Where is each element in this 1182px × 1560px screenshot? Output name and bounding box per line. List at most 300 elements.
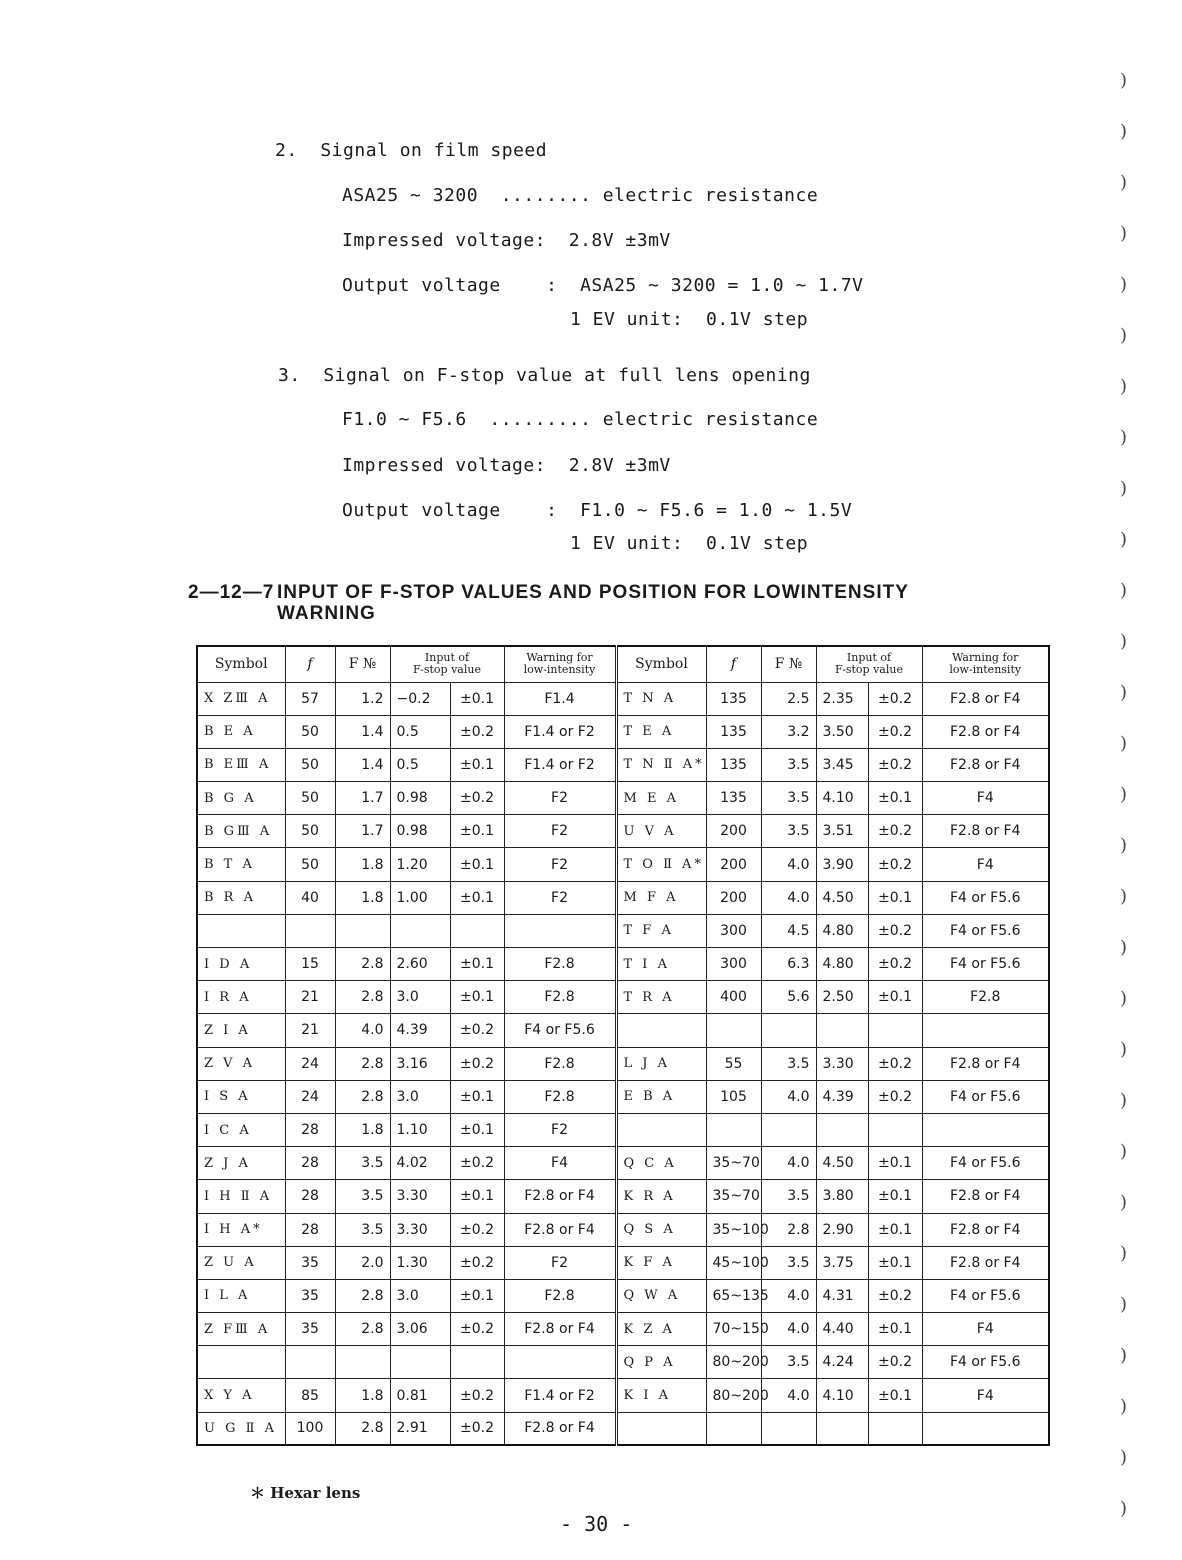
input-value-cell: 3.0	[390, 1080, 450, 1113]
symbol-cell: I R A	[197, 981, 285, 1014]
symbol-cell: Q W A	[616, 1279, 706, 1312]
input-tolerance-cell	[868, 1014, 922, 1047]
input-value-cell: 4.02	[390, 1147, 450, 1180]
f-number-cell: 4.0	[761, 881, 816, 914]
input-tolerance-cell	[450, 914, 504, 947]
f-number-cell: 3.5	[335, 1147, 390, 1180]
symbol-cell: B R A	[197, 881, 285, 914]
header-warning: Warning for low-intensity	[504, 646, 616, 682]
table-row	[197, 1113, 1049, 1146]
f-number-cell: 4.0	[761, 1313, 816, 1346]
input-tolerance-cell: ±0.1	[868, 1379, 922, 1412]
margin-mark: )	[1120, 631, 1128, 652]
input-tolerance-cell: ±0.2	[868, 715, 922, 748]
input-value-cell: 3.0	[390, 981, 450, 1014]
table-row	[197, 1246, 1049, 1279]
f-number-cell: 3.2	[761, 715, 816, 748]
f-number-cell: 5.6	[761, 981, 816, 1014]
table-row	[197, 1180, 1049, 1213]
input-tolerance-cell: ±0.2	[868, 682, 922, 715]
section-2-line-4: 1 EV unit: 0.1V step	[570, 309, 809, 330]
f-number-cell: 2.8	[335, 1412, 390, 1445]
input-value-cell: 4.80	[816, 948, 868, 981]
table-row	[197, 1346, 1049, 1379]
warning-cell: F2.8 or F4	[922, 1047, 1049, 1080]
input-tolerance-cell: ±0.2	[868, 848, 922, 881]
focal-length-cell: 50	[285, 748, 335, 781]
input-tolerance-cell	[868, 1113, 922, 1146]
symbol-cell	[616, 1412, 706, 1445]
input-value-cell: 3.50	[816, 715, 868, 748]
focal-length-cell	[706, 1014, 761, 1047]
input-tolerance-cell: ±0.2	[868, 914, 922, 947]
input-tolerance-cell: ±0.2	[868, 948, 922, 981]
footnote: ＊ Hexar lens	[250, 1484, 361, 1502]
table-row	[197, 1147, 1049, 1180]
f-number-cell: 2.8	[335, 948, 390, 981]
warning-cell: F4 or F5.6	[922, 1346, 1049, 1379]
symbol-cell: M E A	[616, 782, 706, 815]
margin-mark: )	[1120, 733, 1128, 754]
input-value-cell: 3.90	[816, 848, 868, 881]
input-value-cell: 4.80	[816, 914, 868, 947]
focal-length-cell	[285, 1346, 335, 1379]
focal-length-cell	[285, 914, 335, 947]
symbol-cell: K Z A	[616, 1313, 706, 1346]
margin-mark: )	[1120, 1141, 1128, 1162]
input-value-cell: 4.24	[816, 1346, 868, 1379]
section-2-line-2: Impressed voltage: 2.8V ±3mV	[342, 230, 671, 251]
table-row	[197, 815, 1049, 848]
focal-length-cell: 24	[285, 1047, 335, 1080]
warning-cell: F4 or F5.6	[504, 1014, 616, 1047]
input-tolerance-cell: ±0.1	[450, 1279, 504, 1312]
f-number-cell	[335, 1346, 390, 1379]
input-value-cell: 1.30	[390, 1246, 450, 1279]
f-number-cell: 4.0	[761, 848, 816, 881]
margin-mark: )	[1120, 1447, 1128, 1468]
focal-length-cell: 80~200	[706, 1346, 761, 1379]
symbol-cell: I C A	[197, 1113, 285, 1146]
f-number-cell: 1.2	[335, 682, 390, 715]
warning-cell: F4	[922, 1313, 1049, 1346]
symbol-cell: T O Ⅱ A*	[616, 848, 706, 881]
f-number-cell	[761, 1412, 816, 1445]
focal-length-cell: 50	[285, 815, 335, 848]
focal-length-cell: 70~150	[706, 1313, 761, 1346]
input-tolerance-cell: ±0.1	[450, 981, 504, 1014]
input-value-cell	[816, 1014, 868, 1047]
warning-cell: F4 or F5.6	[922, 948, 1049, 981]
warning-cell: F4 or F5.6	[922, 1147, 1049, 1180]
table-row	[197, 848, 1049, 881]
input-value-cell: 3.30	[816, 1047, 868, 1080]
table-row	[197, 1080, 1049, 1113]
focal-length-cell: 28	[285, 1147, 335, 1180]
f-number-cell: 2.8	[335, 1279, 390, 1312]
f-number-cell: 1.7	[335, 815, 390, 848]
input-tolerance-cell: ±0.2	[868, 748, 922, 781]
margin-mark: )	[1120, 529, 1128, 550]
margin-mark: )	[1120, 937, 1128, 958]
input-tolerance-cell: ±0.1	[450, 848, 504, 881]
symbol-cell	[197, 1346, 285, 1379]
input-value-cell	[390, 914, 450, 947]
margin-mark: )	[1120, 682, 1128, 703]
symbol-cell: E B A	[616, 1080, 706, 1113]
f-number-cell: 4.0	[761, 1279, 816, 1312]
focal-length-cell: 135	[706, 782, 761, 815]
margin-mark: )	[1120, 580, 1128, 601]
warning-cell: F1.4 or F2	[504, 1379, 616, 1412]
input-value-cell: 4.39	[816, 1080, 868, 1113]
margin-mark: )	[1120, 427, 1128, 448]
input-tolerance-cell: ±0.1	[868, 981, 922, 1014]
table-row	[197, 881, 1049, 914]
warning-cell: F1.4 or F2	[504, 715, 616, 748]
warning-cell	[922, 1014, 1049, 1047]
table-row	[197, 1014, 1049, 1047]
f-number-cell: 2.8	[335, 1047, 390, 1080]
focal-length-cell: 300	[706, 948, 761, 981]
warning-cell: F2.8 or F4	[922, 1213, 1049, 1246]
input-tolerance-cell: ±0.1	[868, 782, 922, 815]
margin-mark: )	[1120, 121, 1128, 142]
input-value-cell: 3.0	[390, 1279, 450, 1312]
input-value-cell	[816, 1412, 868, 1445]
table-row	[197, 682, 1049, 715]
table-row	[197, 981, 1049, 1014]
input-value-cell: 0.5	[390, 715, 450, 748]
f-number-cell: 2.8	[335, 981, 390, 1014]
margin-mark: )	[1120, 988, 1128, 1009]
input-tolerance-cell: ±0.2	[450, 1047, 504, 1080]
symbol-cell: Z I A	[197, 1014, 285, 1047]
section-number: 2—12—7	[188, 582, 275, 603]
input-tolerance-cell: ±0.2	[868, 815, 922, 848]
margin-mark: )	[1120, 1345, 1128, 1366]
focal-length-cell: 21	[285, 981, 335, 1014]
focal-length-cell	[706, 1113, 761, 1146]
input-value-cell	[816, 1113, 868, 1146]
focal-length-cell: 45~100	[706, 1246, 761, 1279]
symbol-cell: T N Ⅱ A*	[616, 748, 706, 781]
warning-cell: F1.4 or F2	[504, 748, 616, 781]
lens-specification-table	[196, 645, 1050, 1446]
f-number-cell: 1.8	[335, 848, 390, 881]
symbol-cell: T E A	[616, 715, 706, 748]
header-f-number-2: F №	[761, 646, 816, 682]
warning-cell: F2.8 or F4	[922, 815, 1049, 848]
f-number-cell: 1.4	[335, 748, 390, 781]
f-number-cell: 3.5	[335, 1213, 390, 1246]
margin-mark: )	[1120, 886, 1128, 907]
input-value-cell: −0.2	[390, 682, 450, 715]
warning-cell: F2	[504, 782, 616, 815]
warning-cell: F2.8 or F4	[922, 715, 1049, 748]
margin-mark: )	[1120, 1192, 1128, 1213]
f-number-cell: 4.0	[761, 1379, 816, 1412]
warning-cell: F2.8	[504, 981, 616, 1014]
header-symbol: Symbol	[197, 646, 285, 682]
f-number-cell: 3.5	[761, 1246, 816, 1279]
f-number-cell: 2.5	[761, 682, 816, 715]
focal-length-cell: 35	[285, 1246, 335, 1279]
input-tolerance-cell: ±0.1	[868, 1313, 922, 1346]
margin-mark: )	[1120, 70, 1128, 91]
focal-length-cell: 28	[285, 1213, 335, 1246]
f-number-cell: 6.3	[761, 948, 816, 981]
warning-cell: F2	[504, 881, 616, 914]
input-tolerance-cell: ±0.1	[868, 1147, 922, 1180]
input-value-cell: 1.10	[390, 1113, 450, 1146]
warning-cell: F2	[504, 815, 616, 848]
focal-length-cell: 100	[285, 1412, 335, 1445]
margin-mark: )	[1120, 784, 1128, 805]
table-row	[197, 1213, 1049, 1246]
input-value-cell: 3.51	[816, 815, 868, 848]
focal-length-cell: 135	[706, 715, 761, 748]
table-row	[197, 1279, 1049, 1312]
input-value-cell: 3.16	[390, 1047, 450, 1080]
section-3-line-3: Output voltage : F1.0 ~ F5.6 = 1.0 ~ 1.5V	[342, 500, 853, 521]
warning-cell: F2.8	[504, 1080, 616, 1113]
section-3-line-2: Impressed voltage: 2.8V ±3mV	[342, 455, 671, 476]
symbol-cell: I H Ⅱ A	[197, 1180, 285, 1213]
symbol-cell	[197, 914, 285, 947]
page-number: - 30 -	[560, 1512, 633, 1536]
symbol-cell: X Y A	[197, 1379, 285, 1412]
symbol-cell: Z U A	[197, 1246, 285, 1279]
warning-cell: F1.4	[504, 682, 616, 715]
margin-mark: )	[1120, 223, 1128, 244]
header-focal-length: f	[285, 646, 335, 682]
symbol-cell: T R A	[616, 981, 706, 1014]
warning-cell	[504, 914, 616, 947]
warning-cell: F4	[922, 1379, 1049, 1412]
f-number-cell: 2.0	[335, 1246, 390, 1279]
focal-length-cell: 200	[706, 881, 761, 914]
table-row	[197, 948, 1049, 981]
warning-cell: F2.8 or F4	[504, 1412, 616, 1445]
f-number-cell: 4.0	[335, 1014, 390, 1047]
warning-cell: F2.8 or F4	[922, 748, 1049, 781]
focal-length-cell: 35~100	[706, 1213, 761, 1246]
warning-cell: F2.8 or F4	[504, 1213, 616, 1246]
f-number-cell: 2.8	[761, 1213, 816, 1246]
focal-length-cell: 65~135	[706, 1279, 761, 1312]
margin-mark: )	[1120, 1396, 1128, 1417]
focal-length-cell: 80~200	[706, 1379, 761, 1412]
symbol-cell: I D A	[197, 948, 285, 981]
symbol-cell: U V A	[616, 815, 706, 848]
symbol-cell: I H A*	[197, 1213, 285, 1246]
input-value-cell: 3.45	[816, 748, 868, 781]
focal-length-cell: 28	[285, 1180, 335, 1213]
symbol-cell: T I A	[616, 948, 706, 981]
f-number-cell	[761, 1113, 816, 1146]
margin-mark: )	[1120, 1498, 1128, 1519]
section-3-line-4: 1 EV unit: 0.1V step	[570, 533, 809, 554]
input-value-cell: 3.75	[816, 1246, 868, 1279]
symbol-cell: B G A	[197, 782, 285, 815]
input-tolerance-cell: ±0.2	[450, 1313, 504, 1346]
focal-length-cell: 35~70	[706, 1147, 761, 1180]
input-tolerance-cell: ±0.2	[868, 1279, 922, 1312]
input-value-cell: 2.50	[816, 981, 868, 1014]
warning-cell: F2.8 or F4	[504, 1313, 616, 1346]
input-value-cell: 1.00	[390, 881, 450, 914]
margin-mark: )	[1120, 1039, 1128, 1060]
symbol-cell: B E A	[197, 715, 285, 748]
table-row	[197, 748, 1049, 781]
f-number-cell: 3.5	[761, 1047, 816, 1080]
table-row	[197, 1379, 1049, 1412]
table-row	[197, 1313, 1049, 1346]
input-tolerance-cell: ±0.2	[450, 1379, 504, 1412]
input-value-cell: 3.80	[816, 1180, 868, 1213]
focal-length-cell: 50	[285, 782, 335, 815]
symbol-cell: B T A	[197, 848, 285, 881]
table-row	[197, 1412, 1049, 1445]
input-tolerance-cell: ±0.1	[450, 682, 504, 715]
focal-length-cell: 50	[285, 848, 335, 881]
focal-length-cell: 300	[706, 914, 761, 947]
focal-length-cell: 105	[706, 1080, 761, 1113]
focal-length-cell: 21	[285, 1014, 335, 1047]
warning-cell: F2	[504, 848, 616, 881]
warning-cell: F4 or F5.6	[922, 1279, 1049, 1312]
warning-cell: F2	[504, 1113, 616, 1146]
f-number-cell: 4.0	[761, 1080, 816, 1113]
symbol-cell: Q P A	[616, 1346, 706, 1379]
symbol-cell: M F A	[616, 881, 706, 914]
input-value-cell: 0.81	[390, 1379, 450, 1412]
input-value-cell: 4.39	[390, 1014, 450, 1047]
margin-mark: )	[1120, 478, 1128, 499]
input-tolerance-cell: ±0.1	[450, 1113, 504, 1146]
input-value-cell: 4.40	[816, 1313, 868, 1346]
focal-length-cell: 35	[285, 1279, 335, 1312]
margin-mark: )	[1120, 1090, 1128, 1111]
table-row	[197, 1047, 1049, 1080]
input-value-cell: 4.31	[816, 1279, 868, 1312]
f-number-cell: 4.5	[761, 914, 816, 947]
input-value-cell: 0.98	[390, 815, 450, 848]
header-warning-2: Warning for low-intensity	[922, 646, 1049, 682]
f-number-cell: 3.5	[761, 748, 816, 781]
input-tolerance-cell: ±0.1	[450, 948, 504, 981]
warning-cell: F2	[504, 1246, 616, 1279]
focal-length-cell: 200	[706, 848, 761, 881]
warning-cell: F2.8	[504, 948, 616, 981]
section-3-line-1: F1.0 ~ F5.6 ......... electric resistance	[342, 409, 819, 430]
input-value-cell: 3.30	[390, 1213, 450, 1246]
symbol-cell: I S A	[197, 1080, 285, 1113]
symbol-cell	[616, 1014, 706, 1047]
table-row	[197, 914, 1049, 947]
input-value-cell: 0.98	[390, 782, 450, 815]
input-value-cell: 2.35	[816, 682, 868, 715]
input-tolerance-cell: ±0.1	[450, 815, 504, 848]
warning-cell	[922, 1113, 1049, 1146]
input-value-cell: 3.06	[390, 1313, 450, 1346]
input-tolerance-cell	[450, 1346, 504, 1379]
input-tolerance-cell: ±0.2	[450, 1213, 504, 1246]
margin-mark: )	[1120, 325, 1128, 346]
warning-cell: F2.8	[504, 1279, 616, 1312]
symbol-cell: B EⅢ A	[197, 748, 285, 781]
focal-length-cell: 15	[285, 948, 335, 981]
input-value-cell: 4.10	[816, 782, 868, 815]
focal-length-cell: 24	[285, 1080, 335, 1113]
f-number-cell: 3.5	[761, 1180, 816, 1213]
margin-mark: )	[1120, 172, 1128, 193]
f-number-cell	[335, 914, 390, 947]
input-value-cell: 2.60	[390, 948, 450, 981]
header-input: Input of F-stop value	[390, 646, 504, 682]
warning-cell: F2.8 or F4	[504, 1180, 616, 1213]
input-tolerance-cell: ±0.2	[450, 782, 504, 815]
input-tolerance-cell: ±0.2	[868, 1080, 922, 1113]
symbol-cell: K F A	[616, 1246, 706, 1279]
focal-length-cell: 40	[285, 881, 335, 914]
input-value-cell: 1.20	[390, 848, 450, 881]
focal-length-cell: 55	[706, 1047, 761, 1080]
input-tolerance-cell	[868, 1412, 922, 1445]
symbol-cell: Q S A	[616, 1213, 706, 1246]
margin-mark: )	[1120, 274, 1128, 295]
focal-length-cell: 400	[706, 981, 761, 1014]
section-heading-line-1: INPUT OF F-STOP VALUES AND POSITION FOR LOWINTENSITY	[277, 582, 909, 603]
warning-cell: F4	[922, 848, 1049, 881]
f-number-cell: 2.8	[335, 1313, 390, 1346]
input-value-cell: 4.10	[816, 1379, 868, 1412]
input-tolerance-cell: ±0.1	[450, 748, 504, 781]
input-tolerance-cell: ±0.2	[450, 1147, 504, 1180]
focal-length-cell: 200	[706, 815, 761, 848]
input-tolerance-cell: ±0.1	[450, 1080, 504, 1113]
symbol-cell: Z FⅢ A	[197, 1313, 285, 1346]
input-tolerance-cell: ±0.2	[450, 715, 504, 748]
section-2-title: 2. Signal on film speed	[275, 140, 548, 161]
focal-length-cell	[706, 1412, 761, 1445]
warning-cell	[504, 1346, 616, 1379]
input-tolerance-cell: ±0.2	[450, 1014, 504, 1047]
margin-mark: )	[1120, 835, 1128, 856]
header-input-2: Input of F-stop value	[816, 646, 922, 682]
f-number-cell: 1.8	[335, 881, 390, 914]
f-number-cell: 3.5	[761, 1346, 816, 1379]
symbol-cell: T F A	[616, 914, 706, 947]
focal-length-cell: 35	[285, 1313, 335, 1346]
symbol-cell: U G Ⅱ A	[197, 1412, 285, 1445]
input-tolerance-cell: ±0.2	[868, 1346, 922, 1379]
warning-cell: F2.8	[922, 981, 1049, 1014]
symbol-cell: K R A	[616, 1180, 706, 1213]
warning-cell	[922, 1412, 1049, 1445]
input-value-cell: 3.30	[390, 1180, 450, 1213]
f-number-cell	[761, 1014, 816, 1047]
input-value-cell: 2.91	[390, 1412, 450, 1445]
symbol-cell: I L A	[197, 1279, 285, 1312]
focal-length-cell: 28	[285, 1113, 335, 1146]
warning-cell: F4 or F5.6	[922, 1080, 1049, 1113]
input-value-cell: 4.50	[816, 881, 868, 914]
symbol-cell: T N A	[616, 682, 706, 715]
input-value-cell: 2.90	[816, 1213, 868, 1246]
symbol-cell: Z J A	[197, 1147, 285, 1180]
